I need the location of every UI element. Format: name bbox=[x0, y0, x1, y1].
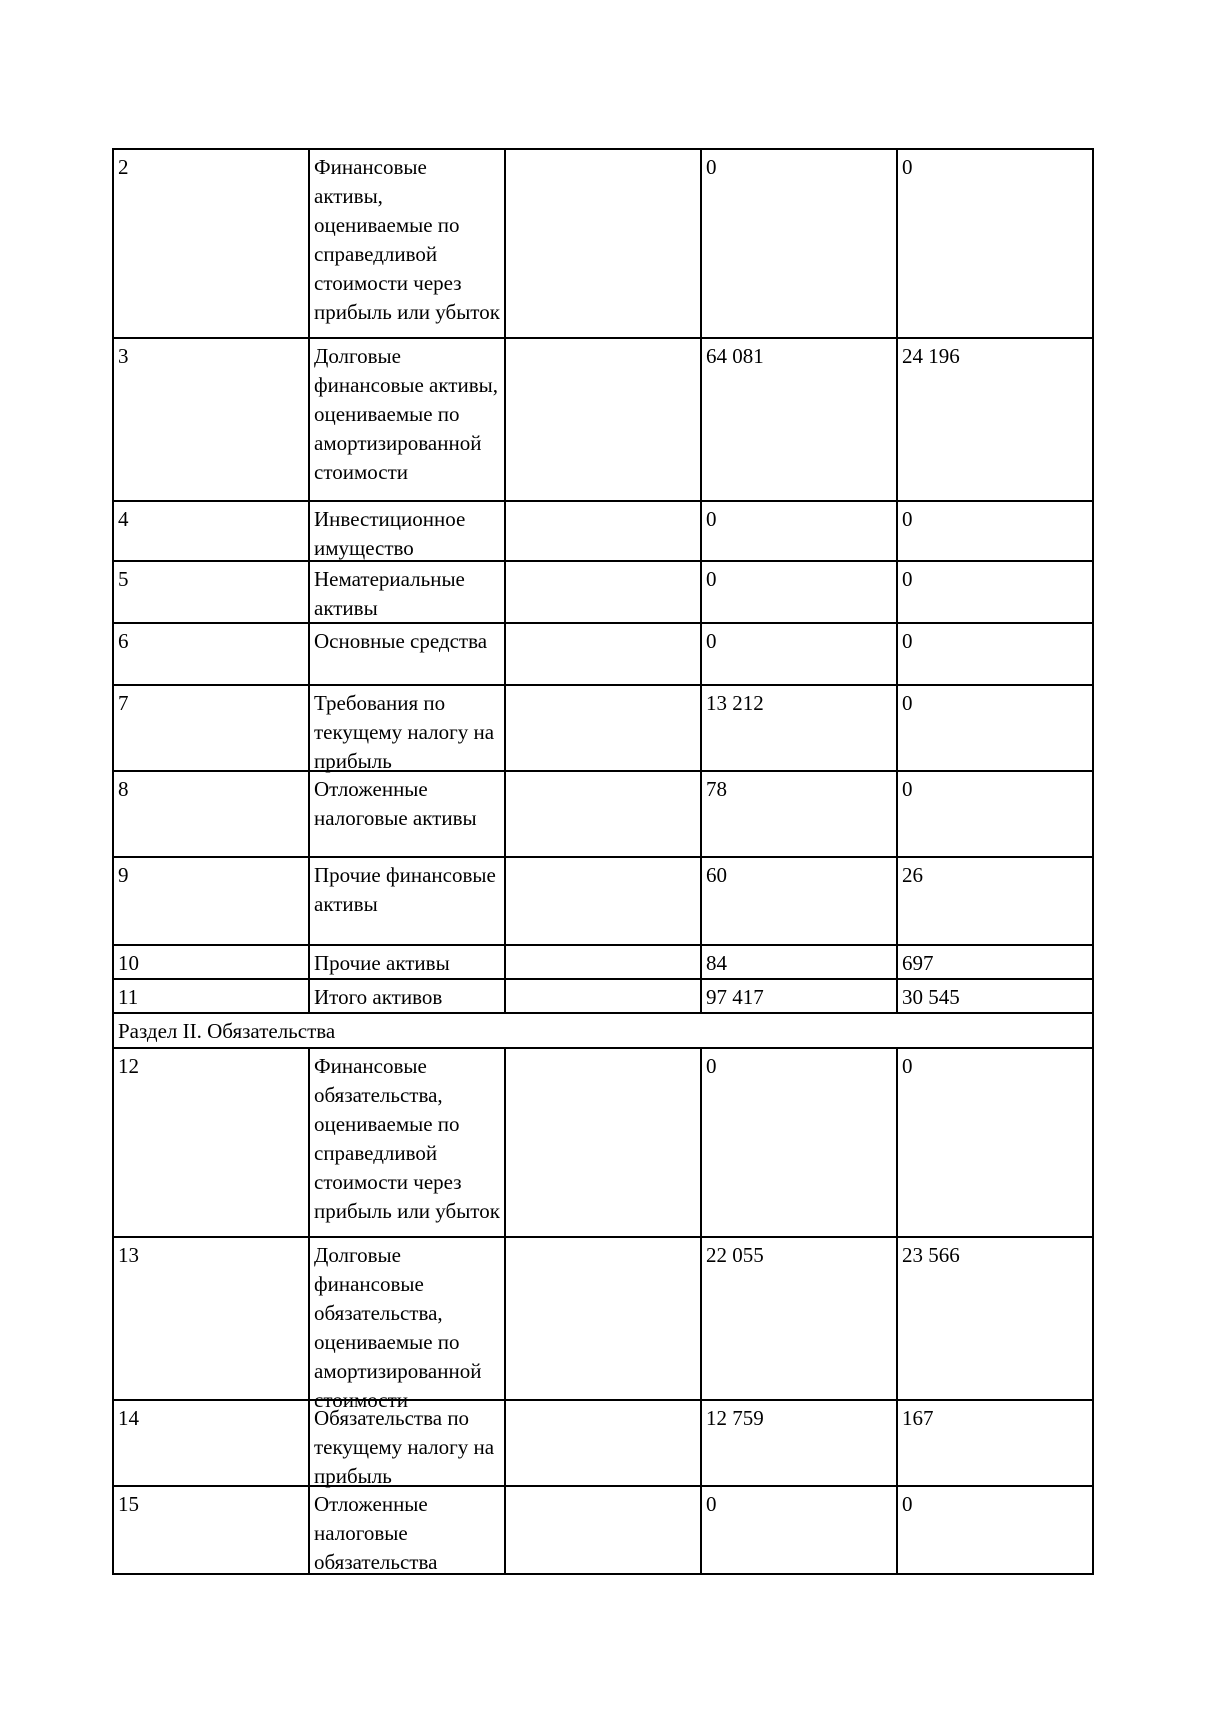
row-name-cell-text: Финансовые обязательства, оцениваемые по справедливой стоимости через прибыль или убыток bbox=[314, 1054, 500, 1223]
row-note-cell-text bbox=[510, 1241, 696, 1399]
row-name-cell bbox=[309, 561, 505, 623]
value-previous-cell-text: 0 bbox=[902, 1492, 913, 1516]
row-note-cell bbox=[505, 979, 701, 1013]
table-row bbox=[113, 149, 1093, 338]
row-number-cell-text: 3 bbox=[118, 344, 129, 368]
row-number-cell-text: 11 bbox=[118, 985, 139, 1009]
section-row bbox=[113, 1013, 1093, 1048]
value-current-cell bbox=[701, 1237, 897, 1400]
row-note-cell-text bbox=[510, 627, 696, 684]
row-name-cell-text: Прочие финансовые активы bbox=[314, 863, 496, 916]
row-number-cell-text: 13 bbox=[118, 1243, 139, 1267]
value-current-cell-text: 84 bbox=[706, 951, 727, 975]
row-name-cell-text: Итого активов bbox=[314, 985, 443, 1009]
row-note-cell bbox=[505, 501, 701, 561]
value-previous-cell-text: 697 bbox=[902, 951, 934, 975]
row-number-cell-text: 7 bbox=[118, 691, 129, 715]
value-current-cell bbox=[701, 857, 897, 945]
value-current-cell-text: 13 212 bbox=[706, 691, 764, 715]
value-previous-cell bbox=[897, 945, 1093, 979]
row-number-cell bbox=[113, 501, 309, 561]
row-number-cell bbox=[113, 771, 309, 857]
value-previous-cell-text: 24 196 bbox=[902, 344, 960, 368]
row-name-cell-text: Отложенные налоговые обязательства bbox=[314, 1492, 438, 1574]
row-note-cell-text bbox=[510, 1404, 696, 1485]
value-current-cell-text: 22 055 bbox=[706, 1243, 764, 1267]
row-name-cell bbox=[309, 1486, 505, 1574]
row-note-cell-text bbox=[510, 983, 696, 1012]
value-current-cell bbox=[701, 501, 897, 561]
value-current-cell bbox=[701, 623, 897, 685]
row-note-cell bbox=[505, 857, 701, 945]
row-note-cell bbox=[505, 1048, 701, 1237]
table-row bbox=[113, 979, 1093, 1013]
value-current-cell-text: 0 bbox=[706, 155, 717, 179]
value-previous-cell bbox=[897, 857, 1093, 945]
value-current-cell bbox=[701, 561, 897, 623]
value-current-cell bbox=[701, 1400, 897, 1486]
row-number-cell-text: 10 bbox=[118, 951, 139, 975]
value-current-cell bbox=[701, 979, 897, 1013]
row-name-cell bbox=[309, 1400, 505, 1486]
value-previous-cell bbox=[897, 1486, 1093, 1574]
row-number-cell bbox=[113, 1048, 309, 1237]
row-name-cell bbox=[309, 1048, 505, 1237]
row-number-cell-text: 14 bbox=[118, 1406, 139, 1430]
section-title: Раздел II. Обязательства bbox=[113, 1013, 1093, 1048]
value-previous-cell bbox=[897, 149, 1093, 338]
row-name-cell-text: Долговые финансовые обязательства, оцениваемые по амортизированной стоимости bbox=[314, 1243, 482, 1412]
table-row bbox=[113, 685, 1093, 771]
table-row bbox=[113, 945, 1093, 979]
row-number-cell-text: 8 bbox=[118, 777, 129, 801]
value-current-cell bbox=[701, 1048, 897, 1237]
value-current-cell-text: 78 bbox=[706, 777, 727, 801]
row-name-cell bbox=[309, 857, 505, 945]
row-note-cell-text bbox=[510, 342, 696, 500]
row-number-cell-text: 9 bbox=[118, 863, 129, 887]
row-number-cell bbox=[113, 561, 309, 623]
row-note-cell-text bbox=[510, 153, 696, 337]
row-name-cell bbox=[309, 623, 505, 685]
row-name-cell bbox=[309, 501, 505, 561]
row-number-cell bbox=[113, 1237, 309, 1400]
row-name-cell bbox=[309, 979, 505, 1013]
value-previous-cell-text: 167 bbox=[902, 1406, 934, 1430]
value-current-cell-text: 0 bbox=[706, 629, 717, 653]
table-body bbox=[113, 149, 1093, 1574]
table-row bbox=[113, 1237, 1093, 1400]
row-name-cell-text: Обязательства по текущему налогу на прибыль bbox=[314, 1406, 495, 1488]
value-current-cell-text: 0 bbox=[706, 507, 717, 531]
value-current-cell-text: 12 759 bbox=[706, 1406, 764, 1430]
value-previous-cell bbox=[897, 501, 1093, 561]
table-row bbox=[113, 338, 1093, 501]
row-name-cell-text: Инвестиционное имущество bbox=[314, 507, 466, 560]
value-previous-cell-text: 0 bbox=[902, 567, 913, 591]
value-current-cell bbox=[701, 338, 897, 501]
value-previous-cell bbox=[897, 1237, 1093, 1400]
table-row bbox=[113, 623, 1093, 685]
table-row bbox=[113, 1400, 1093, 1486]
value-previous-cell-text: 23 566 bbox=[902, 1243, 960, 1267]
row-number-cell bbox=[113, 1486, 309, 1574]
row-note-cell bbox=[505, 1400, 701, 1486]
row-number-cell bbox=[113, 685, 309, 771]
value-current-cell bbox=[701, 149, 897, 338]
row-note-cell bbox=[505, 561, 701, 623]
row-name-cell-text: Долговые финансовые активы, оцениваемые по амортизированной стоимости bbox=[314, 344, 498, 484]
row-name-cell-text: Прочие активы bbox=[314, 951, 450, 975]
row-name-cell bbox=[309, 945, 505, 979]
row-note-cell bbox=[505, 1237, 701, 1400]
value-previous-cell-text: 0 bbox=[902, 1054, 913, 1078]
row-name-cell-text: Финансовые активы, оцениваемые по справедливой стоимости через прибыль или убыток bbox=[314, 155, 500, 324]
row-number-cell bbox=[113, 857, 309, 945]
value-current-cell-text: 97 417 bbox=[706, 985, 764, 1009]
row-name-cell bbox=[309, 1237, 505, 1412]
row-note-cell-text bbox=[510, 775, 696, 856]
table-row bbox=[113, 857, 1093, 945]
value-previous-cell bbox=[897, 1400, 1093, 1486]
row-note-cell-text bbox=[510, 1052, 696, 1236]
table-row bbox=[113, 1048, 1093, 1237]
value-previous-cell-text: 26 bbox=[902, 863, 923, 887]
row-note-cell bbox=[505, 149, 701, 338]
row-number-cell-text: 6 bbox=[118, 629, 129, 653]
row-note-cell-text bbox=[510, 1490, 696, 1573]
row-number-cell-text: 15 bbox=[118, 1492, 139, 1516]
row-name-cell bbox=[309, 771, 505, 857]
row-name-cell bbox=[309, 338, 505, 501]
row-note-cell bbox=[505, 771, 701, 857]
row-name-cell bbox=[309, 149, 505, 338]
value-previous-cell bbox=[897, 1048, 1093, 1237]
value-previous-cell bbox=[897, 685, 1093, 771]
row-note-cell bbox=[505, 623, 701, 685]
value-previous-cell bbox=[897, 338, 1093, 501]
row-number-cell-text: 4 bbox=[118, 507, 129, 531]
value-previous-cell bbox=[897, 771, 1093, 857]
table-row bbox=[113, 771, 1093, 857]
row-number-cell-text: 5 bbox=[118, 567, 129, 591]
row-note-cell-text bbox=[510, 505, 696, 560]
row-name-cell-text: Нематериальные активы bbox=[314, 567, 465, 620]
row-number-cell bbox=[113, 623, 309, 685]
row-note-cell-text bbox=[510, 861, 696, 944]
row-name-cell bbox=[309, 685, 505, 771]
value-previous-cell-text: 0 bbox=[902, 777, 913, 801]
value-previous-cell-text: 0 bbox=[902, 507, 913, 531]
row-name-cell-text: Основные средства bbox=[314, 629, 488, 653]
value-previous-cell-text: 0 bbox=[902, 629, 913, 653]
row-number-cell bbox=[113, 979, 309, 1013]
value-current-cell bbox=[701, 1486, 897, 1574]
table-row bbox=[113, 561, 1093, 623]
value-current-cell bbox=[701, 945, 897, 979]
value-previous-cell-text: 30 545 bbox=[902, 985, 960, 1009]
value-previous-cell bbox=[897, 979, 1093, 1013]
value-previous-cell-text: 0 bbox=[902, 691, 913, 715]
row-note-cell bbox=[505, 685, 701, 771]
value-current-cell-text: 0 bbox=[706, 1492, 717, 1516]
row-number-cell bbox=[113, 149, 309, 338]
value-previous-cell bbox=[897, 561, 1093, 623]
balance-sheet-table bbox=[112, 148, 1094, 1575]
table-row bbox=[113, 1486, 1093, 1574]
row-note-cell bbox=[505, 1486, 701, 1574]
value-current-cell-text: 0 bbox=[706, 567, 717, 591]
value-current-cell-text: 64 081 bbox=[706, 344, 764, 368]
row-note-cell bbox=[505, 338, 701, 501]
row-number-cell bbox=[113, 1400, 309, 1486]
row-name-cell-text: Требования по текущему налогу на прибыль bbox=[314, 691, 495, 773]
row-note-cell-text bbox=[510, 689, 696, 770]
value-current-cell-text: 0 bbox=[706, 1054, 717, 1078]
row-note-cell-text bbox=[510, 565, 696, 622]
value-current-cell bbox=[701, 685, 897, 771]
row-number-cell bbox=[113, 945, 309, 979]
row-name-cell-text: Отложенные налоговые активы bbox=[314, 777, 477, 830]
value-current-cell bbox=[701, 771, 897, 857]
value-current-cell-text: 60 bbox=[706, 863, 727, 887]
value-previous-cell-text: 0 bbox=[902, 155, 913, 179]
row-number-cell-text: 12 bbox=[118, 1054, 139, 1078]
row-note-cell bbox=[505, 945, 701, 979]
row-number-cell-text: 2 bbox=[118, 155, 129, 179]
value-previous-cell bbox=[897, 623, 1093, 685]
table-row bbox=[113, 501, 1093, 561]
row-number-cell bbox=[113, 338, 309, 501]
row-note-cell-text bbox=[510, 949, 696, 978]
